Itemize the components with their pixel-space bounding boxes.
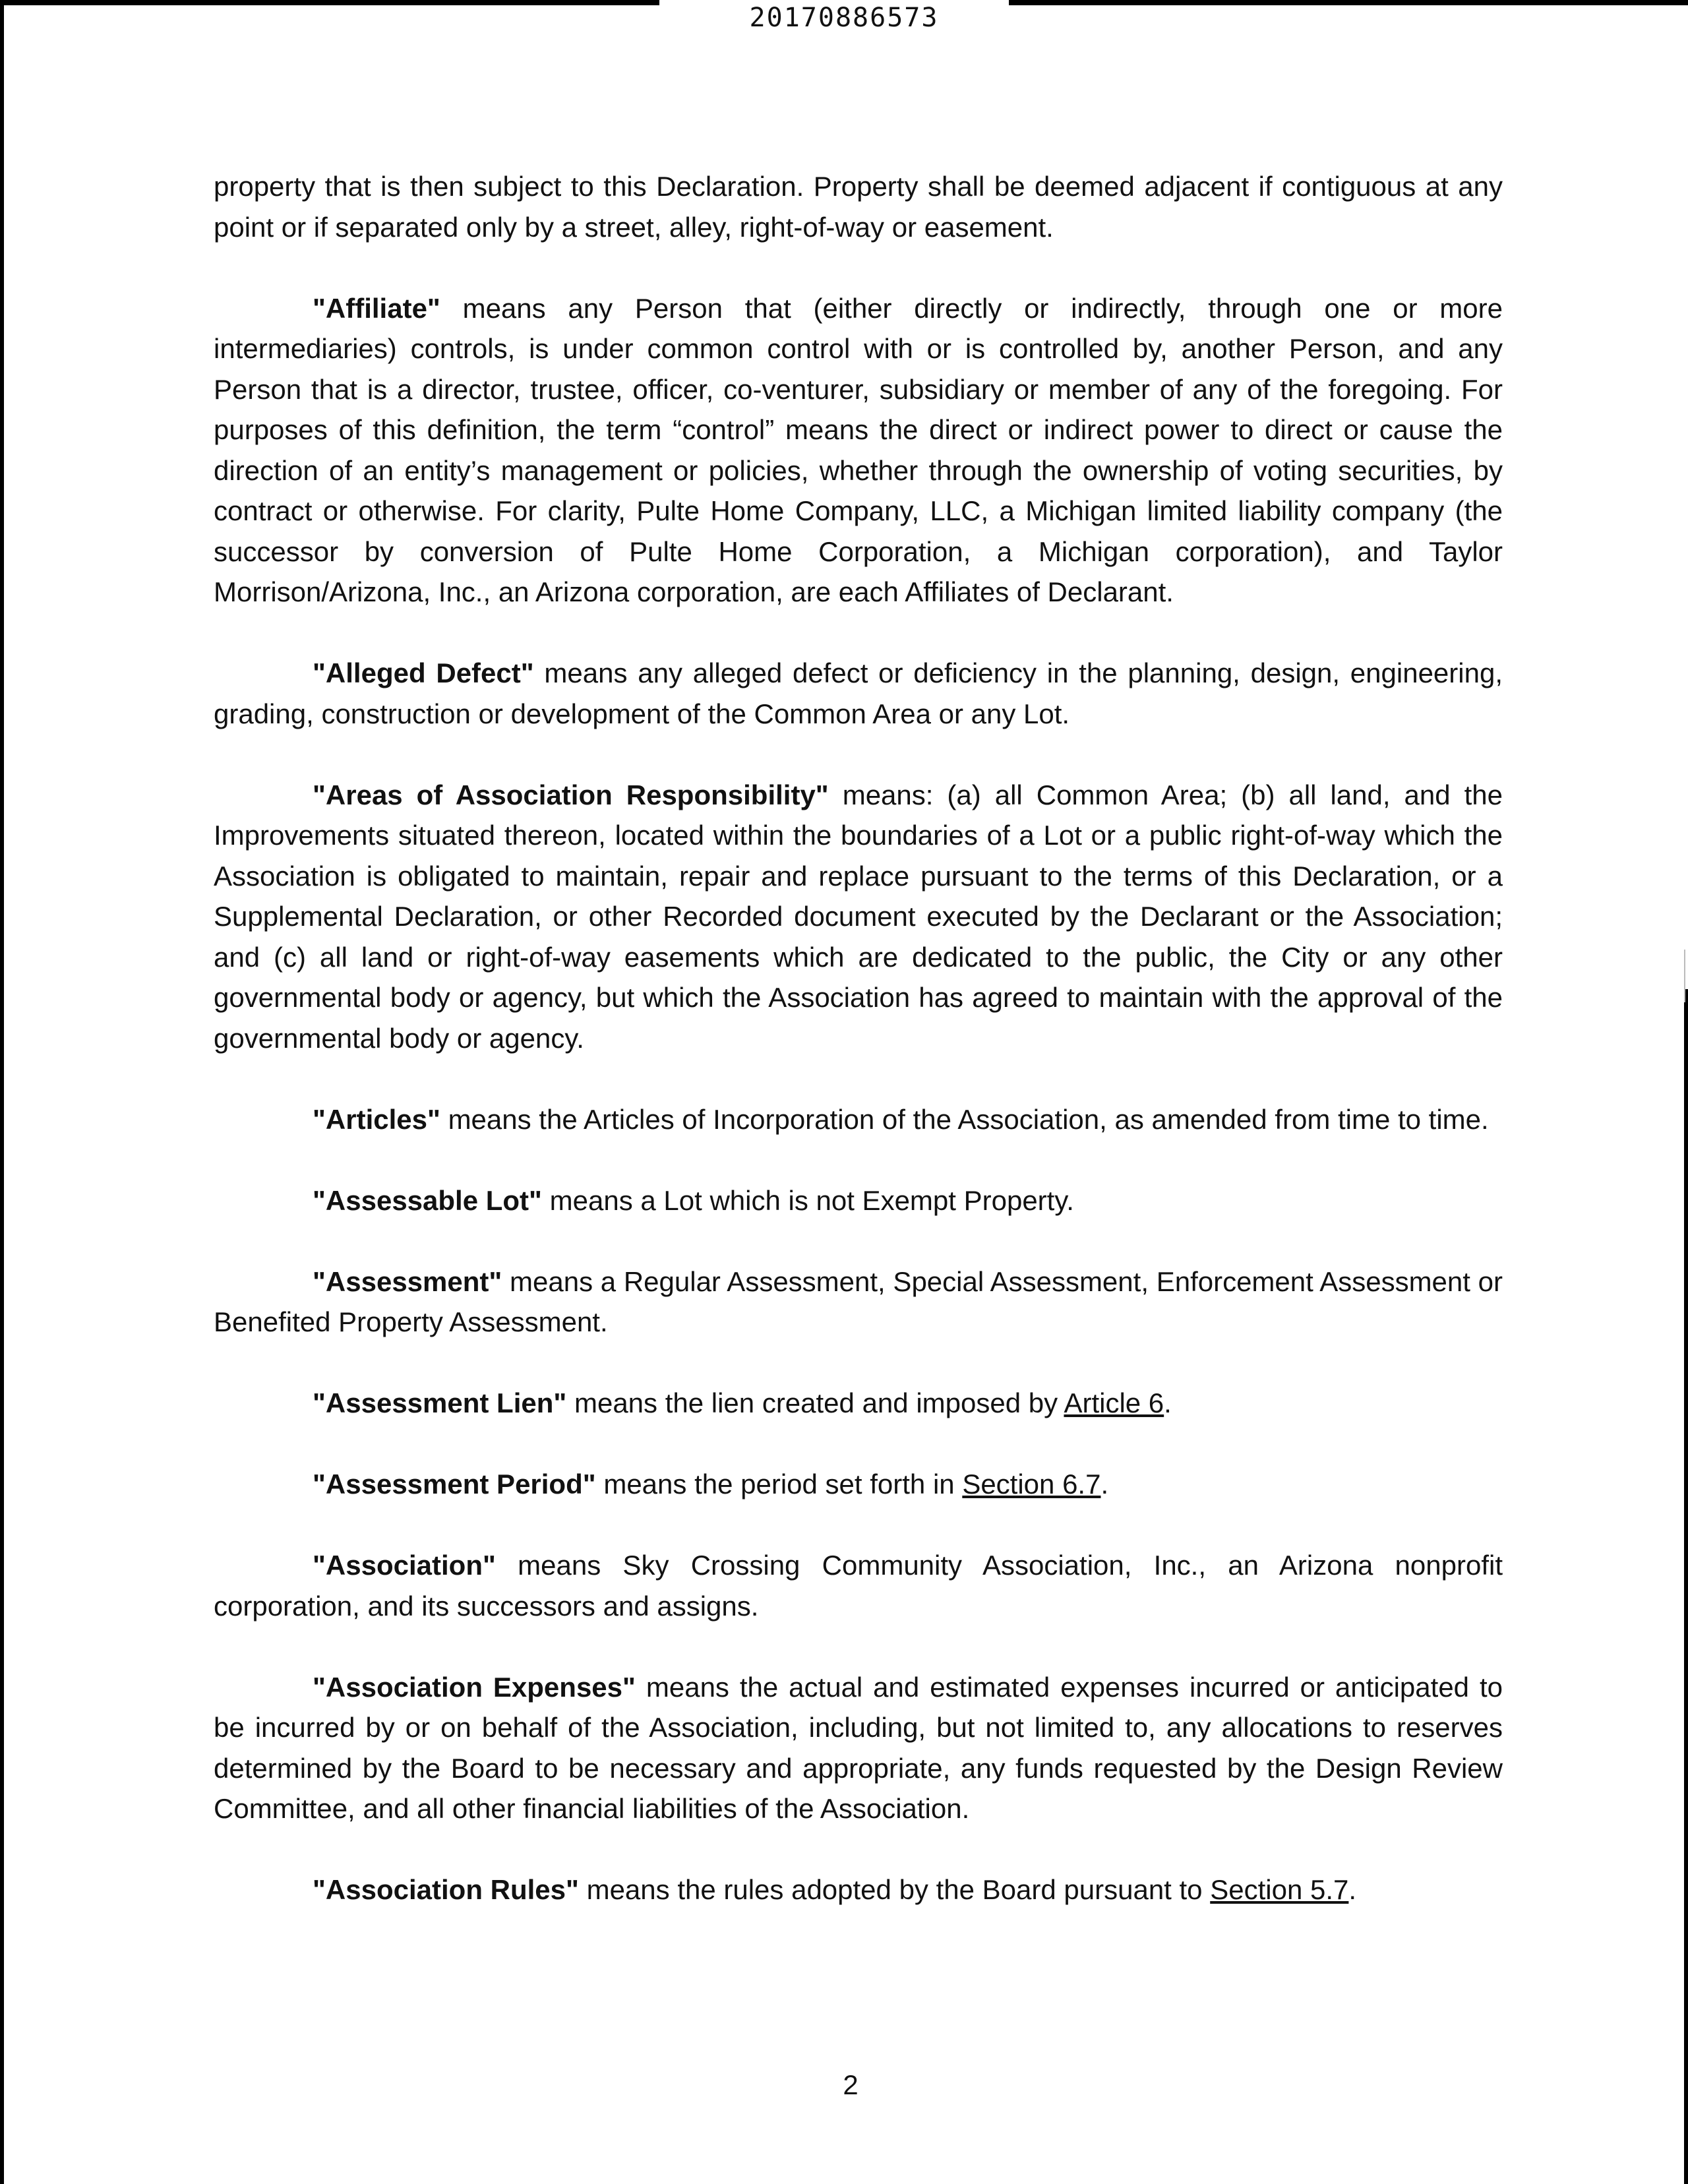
definition-association-expenses xyxy=(214,1667,1503,1829)
scan-right-edge xyxy=(1684,989,1688,2184)
definition-term: "Areas of Association Responsibility" xyxy=(313,779,829,810)
definition-term: "Affiliate" xyxy=(313,292,440,324)
definition-term: "Association Rules" xyxy=(313,1874,579,1905)
cross-reference-link[interactable]: Article 6 xyxy=(1064,1387,1164,1418)
definition-text: means the period set forth in xyxy=(595,1469,963,1500)
definition-assessable-lot xyxy=(214,1180,1503,1221)
definition-term: "Assessment Period" xyxy=(313,1469,596,1500)
definition-affiliate xyxy=(214,288,1503,613)
definition-text: means the actual and estimated expenses incurred or anticipated to be incurred by or on behalf of the Association, including, but not limited to, any allocations to reserves determined by the Board to be necessary and appropriate, any funds requested by the Design Review Committee, and all other financial liabilities of the Association. xyxy=(214,1671,1503,1824)
page-body xyxy=(214,166,1503,1951)
scan-left-edge xyxy=(0,0,4,2184)
document-number: 20170886573 xyxy=(749,3,939,33)
definition-tail: . xyxy=(1164,1387,1172,1418)
definition-text: means any alleged defect or deficiency in the planning, design, engineering, grading, construction or development of the Common Area or any Lot. xyxy=(214,657,1503,729)
definition-text: means Sky Crossing Community Association, Inc., an Arizona nonprofit corporation, and its successors and assigns. xyxy=(214,1550,1503,1622)
definition-term: "Association Expenses" xyxy=(313,1671,636,1703)
definition-text: means the Articles of Incorporation of the Association, as amended from time to time. xyxy=(440,1103,1489,1135)
intro-paragraph: property that is then subject to this Declaration. Property shall be deemed adjacent if contiguous at any point or if separated only by a street, alley, right-of-way or easement. xyxy=(214,171,1503,243)
definition-term: "Articles" xyxy=(313,1103,440,1135)
definition-term: "Association" xyxy=(313,1550,496,1581)
definition-alleged-defect xyxy=(214,653,1503,734)
definition-term: "Alleged Defect" xyxy=(313,657,534,688)
definition-association xyxy=(214,1545,1503,1626)
definition-text: means a Regular Assessment, Special Assessment, Enforcement Assessment or Benefited Property Assessment. xyxy=(214,1265,1503,1337)
definition-assessment xyxy=(214,1261,1503,1343)
cross-reference-link[interactable]: Section 6.7 xyxy=(962,1469,1101,1500)
definition-term: "Assessment" xyxy=(313,1265,502,1297)
definition-term: "Assessable Lot" xyxy=(313,1184,542,1216)
page-number: 2 xyxy=(843,2069,859,2100)
definition-tail: . xyxy=(1348,1874,1357,1905)
scan-right-mark xyxy=(1684,950,1685,1002)
definition-text: means any Person that (either directly or indirectly, through one or more intermediaries) controls, is under common control with or is controlled by, another Person, and any Person that is a director, trustee, officer, co-venturer, subsidiary or member of any of the foregoing. For purposes of this definition, the term “control” means the direct or indirect power to direct or cause the direction of an entity’s management or policies, whether through the ownership of voting securities, by contract or otherwise. For clarity, Pulte Home Company, LLC, a Michigan limited liability company (the successor by conversion of Pulte Home Corporation, a Michigan corporation), and Taylor Morrison/Arizona, Inc., an Arizona corporation, are each Affiliates of Declarant. xyxy=(214,292,1503,607)
definition-articles xyxy=(214,1099,1503,1140)
top-border-right xyxy=(1009,0,1688,5)
definition-assessment-period xyxy=(214,1464,1503,1505)
definition-term: "Assessment Lien" xyxy=(313,1387,567,1418)
top-border-left xyxy=(0,0,659,5)
cross-reference-link[interactable]: Section 5.7 xyxy=(1210,1874,1349,1905)
definition-text: means the rules adopted by the Board pursuant to xyxy=(578,1874,1211,1905)
definition-tail: . xyxy=(1100,1469,1109,1500)
definition-association-rules xyxy=(214,1869,1503,1910)
definition-text: means the lien created and imposed by xyxy=(566,1387,1064,1418)
definition-text: means a Lot which is not Exempt Property. xyxy=(541,1184,1074,1216)
definition-assessment-lien xyxy=(214,1383,1503,1424)
definition-areas-of-association-responsibility xyxy=(214,775,1503,1059)
definition-text: means: (a) all Common Area; (b) all land, and the Improvements situated thereon, located within the boundaries of a Lot or a public right-of-way which the Association is obligated to maintain, repair and replace pursuant to the terms of this Declaration, or a Supplemental Declaration, or other Recorded document executed by the Declarant or the Association; and (c) all land or right-of-way easements which are dedicated to the public, the City or any other governmental body or agency, but which the Association has agreed to maintain with the approval of the governmental body or agency. xyxy=(214,779,1503,1054)
